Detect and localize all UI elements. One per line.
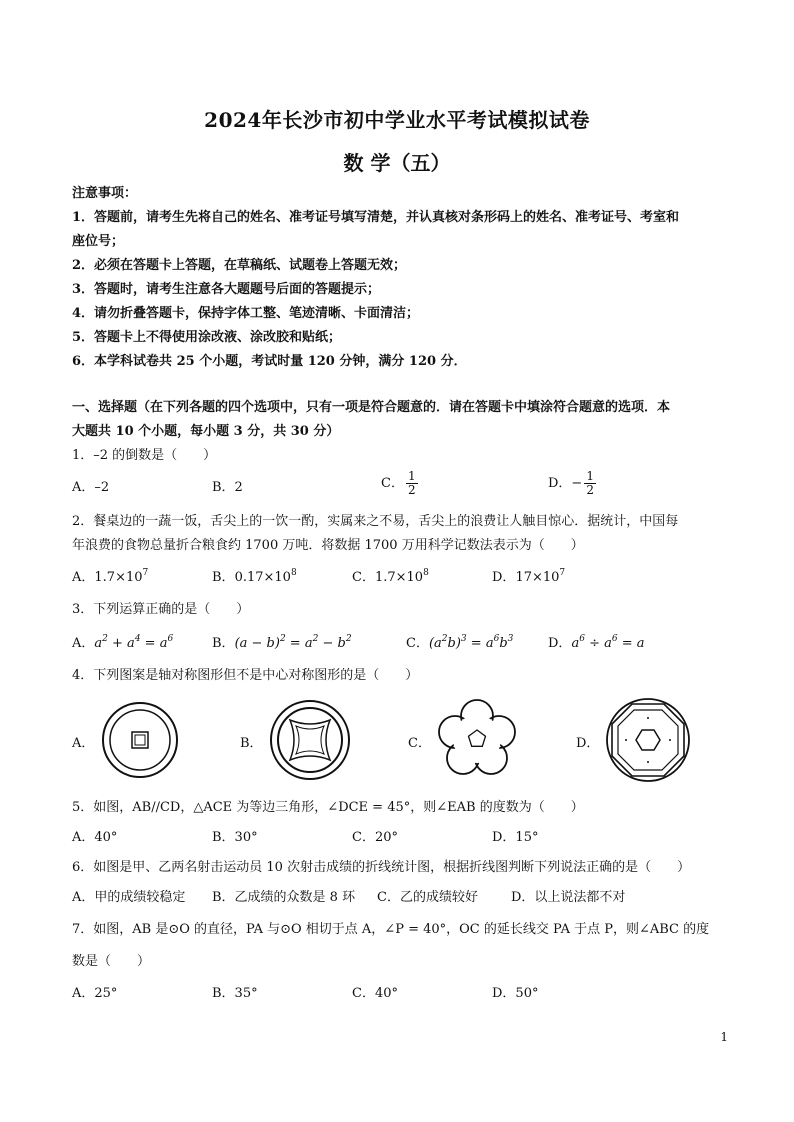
question-5-stem: 5．如图，AB//CD，△ACE 为等边三角形，∠DCE = 45°，则∠EAB 的度数为（ ）: [72, 800, 584, 815]
notice-item: 1．答题前，请考生先将自己的姓名、准考证号填写清楚，并认真核对条形码上的姓名、准考证号、考室和: [72, 210, 680, 225]
question-4-stem: 4．下列图案是轴对称图形但不是中心对称图形的是（ ）: [72, 668, 419, 683]
q2-option-b: B．$0.17\times 10^8$: [212, 568, 297, 585]
q1-option-d: D．− $\frac{1}{2}$: [548, 469, 594, 497]
question-2-stem: 年浪费的食物总量折合粮食约 1700 万吨．将数据 1700 万用科学记数法表示为（ ）: [72, 538, 584, 553]
q5-option-d: D．15°: [492, 830, 539, 845]
question-2-stem: 2．餐桌边的一蔬一饭，舌尖上的一饮一酌，实属来之不易，舌尖上的浪费让人触目惊心．据统计，中国每: [72, 514, 679, 529]
q4-option-a: A．: [72, 736, 95, 751]
notice-heading: 注意事项：: [72, 186, 138, 201]
q1-option-a: A．–2: [72, 480, 110, 495]
q6-option-c: C．乙的成绩较好: [377, 890, 478, 905]
q4-option-b: B．: [240, 736, 263, 751]
coin-square-hole-figure: [100, 700, 180, 780]
page-number: 1: [720, 1030, 728, 1044]
notice-item: 6．本学科试卷共 25 个小题，考试时量 120 分钟，满分 120 分．: [72, 354, 467, 369]
q3-option-b: B．$(a - b)^2 = a^2 - b^2$: [212, 634, 352, 651]
section-heading: 一、选择题（在下列各题的四个选项中，只有一项是符合题意的．请在答题卡中填涂符合题意的选项．本: [72, 400, 671, 415]
q4-option-c: C．: [408, 736, 431, 751]
question-6-stem: 6．如图是甲、乙两名射击运动员 10 次射击成绩的折线统计图，根据折线图判断下列说法正确的是（ ）: [72, 860, 691, 875]
q6-option-a: A．甲的成绩较稳定: [72, 890, 186, 905]
notice-item: 3．答题时，请考生注意各大题题号后面的答题提示；: [72, 282, 381, 297]
question-7-stem: 数是（ ）: [72, 954, 151, 969]
fraction: $\frac{1}{2}$: [407, 469, 416, 497]
q7-option-c: C．40°: [352, 986, 398, 1001]
q5-option-a: A．40°: [72, 830, 118, 845]
q1-option-b: B．2: [212, 480, 243, 495]
q7-option-d: D．50°: [492, 986, 539, 1001]
q4-option-d: D．: [576, 736, 600, 751]
coin-curved-square-figure: [268, 698, 352, 782]
q7-option-a: A．25°: [72, 986, 118, 1001]
q1-option-c: C． $\frac{1}{2}$: [381, 469, 416, 497]
notice-item: 座位号；: [72, 234, 125, 249]
fraction: $\frac{1}{2}$: [586, 469, 594, 497]
q6-option-b: B．乙成绩的众数是 8 环: [212, 890, 356, 905]
question-1-stem: 1．–2 的倒数是（ ）: [72, 448, 217, 463]
notice-item: 2．必须在答题卡上答题，在草稿纸、试题卷上答题无效；: [72, 258, 407, 273]
q3-option-c: C．$(a^2b)^3 = a^6b^3$: [406, 634, 514, 651]
q2-option-d: D．$17\times 10^7$: [492, 568, 566, 585]
q3-option-a: A．$a^2 + a^4 = a^6$: [72, 634, 174, 651]
question-3-stem: 3．下列运算正确的是（ ）: [72, 602, 250, 617]
q2-option-a: A．$1.7\times 10^7$: [72, 568, 149, 585]
exam-title: 2024年长沙市初中学业水平考试模拟试卷: [204, 108, 590, 132]
octagon-hexagon-figure: [604, 696, 692, 784]
notice-item: 4．请勿折叠答题卡，保持字体工整、笔迹清晰、卡面清洁；: [72, 306, 420, 321]
notice-item: 5．答题卡上不得使用涂改液、涂改胶和贴纸；: [72, 330, 342, 345]
exam-subject: 数 学（五）: [343, 151, 451, 175]
q6-option-d: D．以上说法都不对: [511, 890, 626, 905]
q5-option-b: B．30°: [212, 830, 258, 845]
section-heading: 大题共 10 个小题，每小题 3 分，共 30 分）: [72, 424, 340, 439]
q5-option-c: C．20°: [352, 830, 398, 845]
question-7-stem: 7．如图，AB 是⊙O 的直径，PA 与⊙O 相切于点 A，∠P = 40°，OC 的延长线交 PA 于点 P，则∠ABC 的度: [72, 922, 710, 937]
q3-option-d: D．$a^6 \div a^6 = a$: [548, 634, 645, 651]
q2-option-c: C．$1.7\times 10^8$: [352, 568, 429, 585]
flower-pentagon-figure: [434, 696, 520, 782]
q7-option-b: B．35°: [212, 986, 258, 1001]
